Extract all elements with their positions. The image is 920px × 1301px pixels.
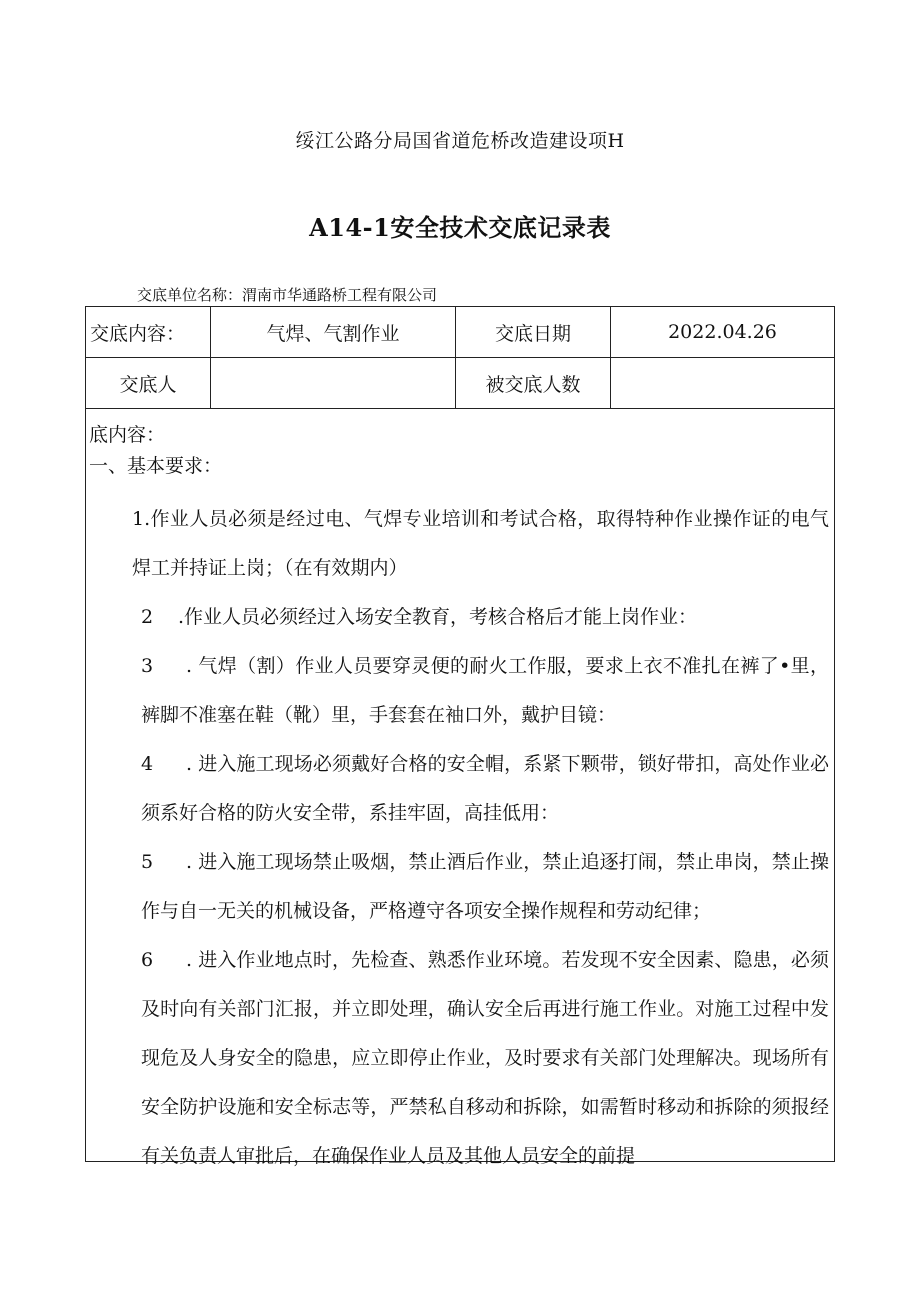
- project-title: 绥江公路分局国省道危桥改造建设项H: [295, 130, 625, 152]
- section-heading: 一、基本要求：: [89, 455, 223, 477]
- date-label-cell: 交底日期: [456, 307, 611, 357]
- date-value-cell[interactable]: 2022.04.26: [668, 321, 777, 343]
- table-row: [86, 307, 834, 358]
- item-number: 6: [141, 949, 154, 971]
- list-item: [89, 495, 829, 593]
- item-number: 1.: [132, 508, 151, 530]
- count-value-cell[interactable]: [611, 358, 834, 408]
- person-label-cell: 交底人: [86, 358, 211, 408]
- record-table: [85, 306, 835, 1167]
- unit-line: [137, 284, 437, 305]
- content-label-cell: 交底内容：: [86, 307, 211, 357]
- item-number: 2: [141, 606, 154, 628]
- item-text: . 进入作业地点时，先检查、熟悉作业环境。若发现不安全因素、隐患，必须及时向有关部门汇报，并立即处理，确认安全后再进行施工作业。对施工过程中发现危及人身安全的隐患，应立即停止作业，及时要求有关部门处理解决。现场所有安全防护设施和安全标志等，严禁私自移动和拆除，如需暂时移动和拆除的须报经有关负责人审批后，在确保作业人员及其他人员安全的前提: [141, 949, 829, 1167]
- item-text: . 进入施工现场必须戴好合格的安全帽，系紧下颗带，锁好带扣，高处作业必须系好合格的防火安全带，系挂牢固，高挂低用：: [141, 753, 829, 824]
- item-text: . 气焊（割）作业人员要穿灵便的耐火工作服，要求上衣不准扎在裤了•里，裤脚不准塞在鞋（靴）里，手套套在袖口外，戴护目镜：: [141, 655, 829, 726]
- unit-label: 交底单位名称：: [137, 286, 243, 304]
- item-text: .作业人员必须经过入场安全教育，考核合格后才能上岗作业：: [178, 606, 698, 628]
- item-number: 4: [141, 753, 154, 775]
- item-text: . 进入施工现场禁止吸烟，禁止酒后作业，禁止追逐打闹，禁止串岗，禁止操作与自一无关的机械设备，严格遵守各项安全操作规程和劳动纪律；: [141, 851, 829, 922]
- list-item: [89, 740, 829, 838]
- list-item: [89, 838, 829, 936]
- list-item: [89, 936, 829, 1181]
- list-item: [89, 593, 829, 642]
- item-list: [89, 495, 829, 1181]
- content-value-cell[interactable]: 气焊、气割作业: [211, 307, 456, 357]
- unit-name: 渭南市华通路桥工程有限公司: [242, 286, 438, 304]
- item-text: 作业人员必须是经过电、气焊专业培训和考试合格，取得特种作业操作证的电气焊工并持证上岗；（在有效期内）: [132, 508, 829, 579]
- item-number: 5: [141, 851, 154, 873]
- person-value-cell[interactable]: [211, 358, 456, 408]
- item-number: 3: [141, 655, 154, 677]
- list-item: [89, 642, 829, 740]
- content-area: [86, 411, 834, 1181]
- table-row: [86, 358, 834, 409]
- count-label-cell: 被交底人数: [456, 358, 611, 408]
- form-title: A14-1安全技术交底记录表: [309, 213, 611, 242]
- content-label: 底内容：: [89, 424, 166, 446]
